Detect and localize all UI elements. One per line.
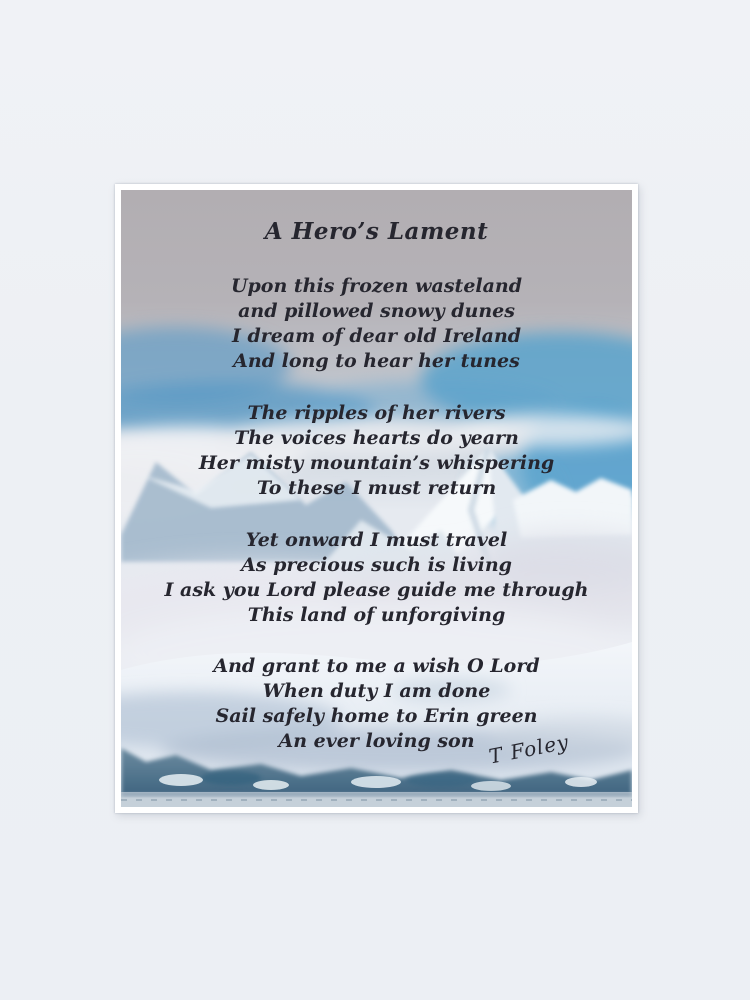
- poem-stanza-3: [121, 528, 632, 628]
- poem-line: Sail safely home to Erin green: [215, 705, 538, 727]
- poem: [121, 190, 632, 807]
- poem-line: I dream of dear old Ireland: [231, 325, 522, 347]
- poem-line: I ask you Lord please guide me through: [164, 579, 589, 601]
- poem-line: Upon this frozen wasteland: [230, 275, 523, 297]
- poem-line: Yet onward I must travel: [245, 529, 508, 551]
- poem-line: To these I must return: [256, 477, 497, 499]
- poem-stanza-1: [121, 274, 632, 374]
- poem-line: And long to hear her tunes: [233, 350, 520, 372]
- poster-image: [121, 190, 632, 807]
- poem-line: The voices hearts do yearn: [234, 427, 519, 449]
- poem-line: Her misty mountain’s whispering: [198, 452, 555, 474]
- poem-line: The ripples of her rivers: [247, 402, 506, 424]
- poem-line: An ever loving son: [278, 730, 475, 752]
- poem-line: As precious such is living: [241, 554, 512, 576]
- poem-line: and pillowed snowy dunes: [238, 300, 515, 322]
- poem-line: When duty I am done: [262, 680, 491, 702]
- poem-line: And grant to me a wish O Lord: [213, 655, 540, 677]
- poem-signature: T Foley: [486, 729, 572, 769]
- poem-line: This land of unforgiving: [247, 604, 506, 626]
- poem-title: A Hero’s Lament: [264, 218, 489, 245]
- poem-stanza-2: [121, 401, 632, 501]
- poster: [115, 184, 638, 813]
